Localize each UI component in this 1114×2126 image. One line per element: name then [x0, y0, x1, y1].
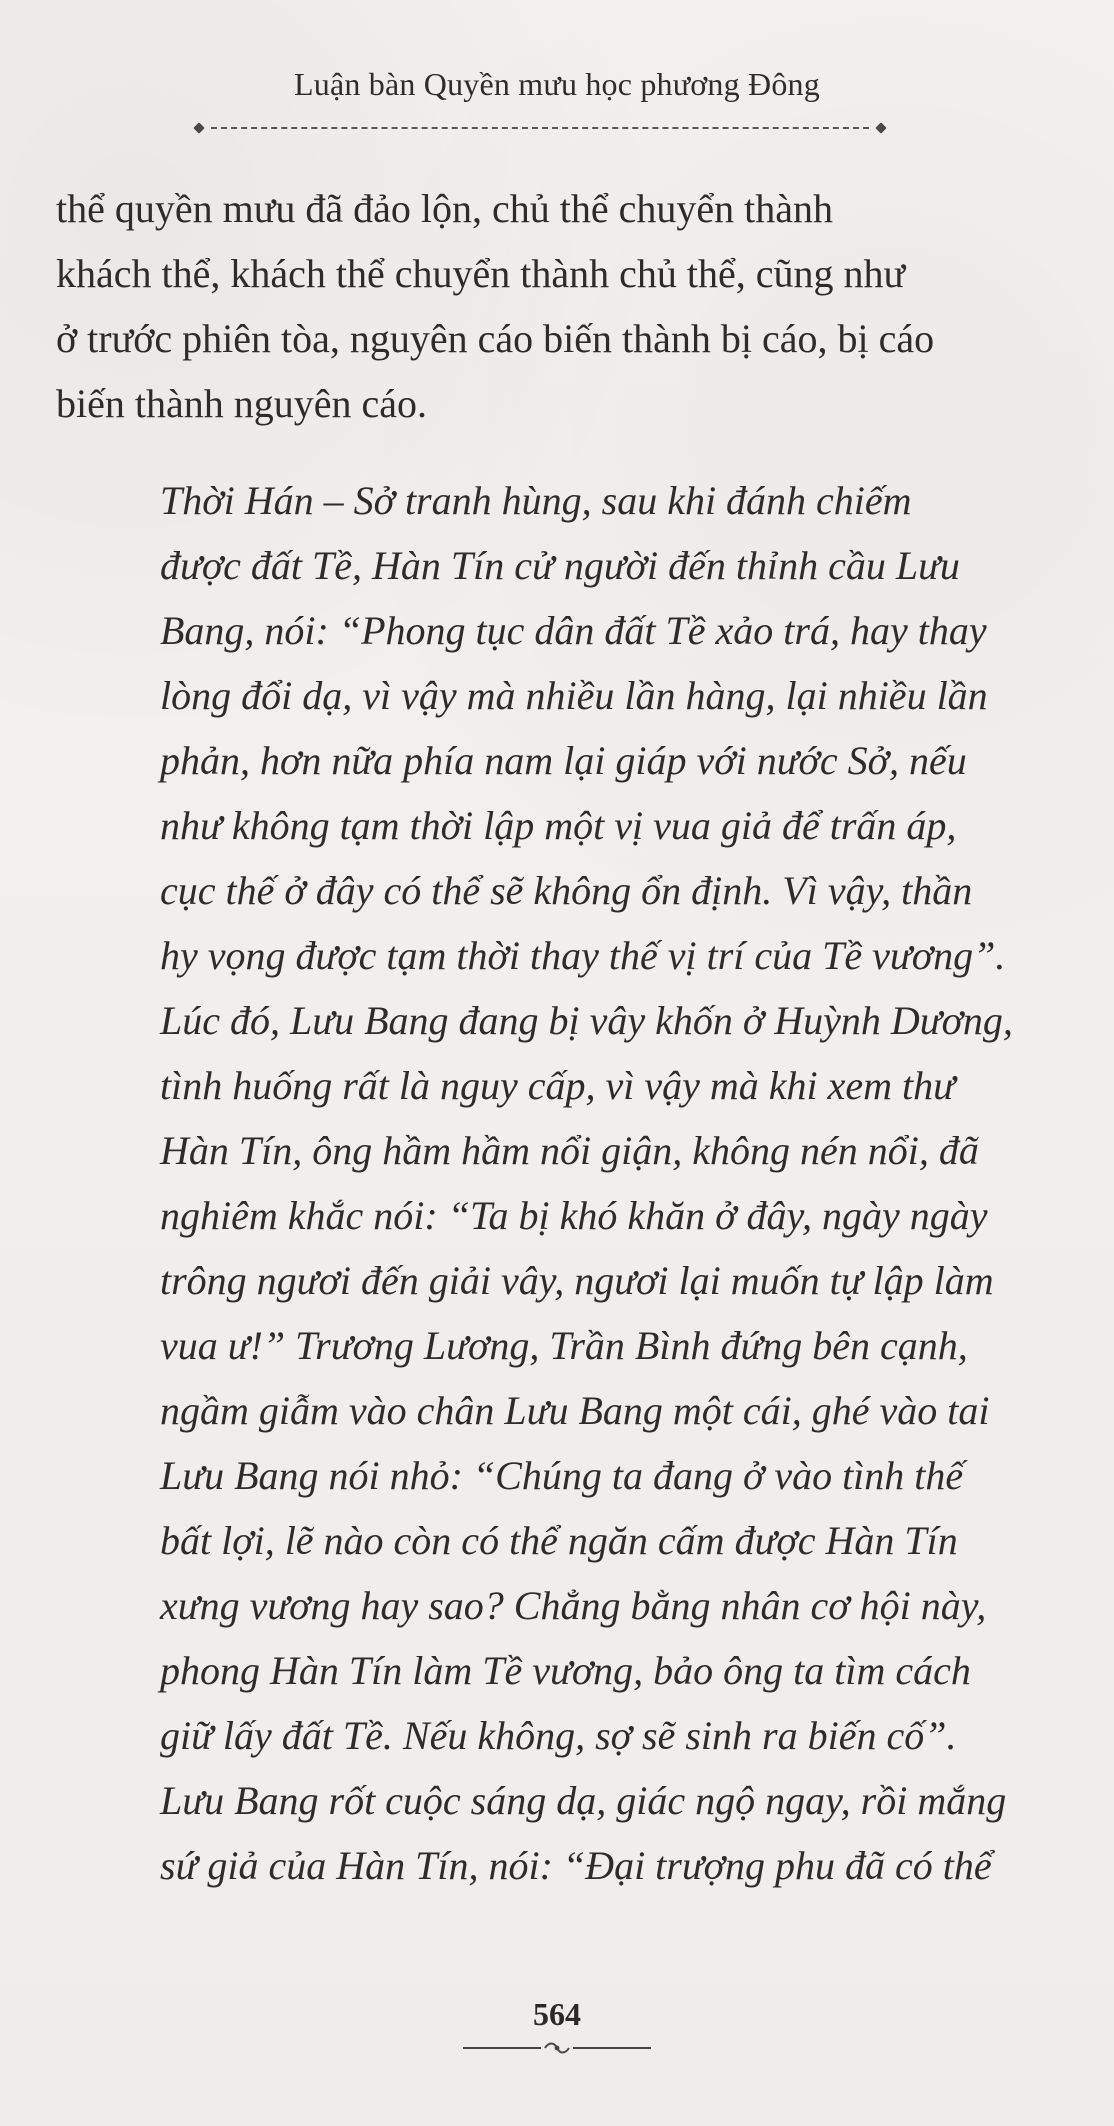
anecdote-line: được đất Tề, Hàn Tín cử người đến thỉnh cầu Lưu [160, 543, 960, 588]
body-line: khách thể, khách thể chuyển thành chủ thể, cũng như [56, 251, 906, 296]
divider-right-ornament [875, 122, 886, 133]
anecdote-line: Hàn Tín, ông hầm hầm nổi giận, không nén nổi, đã [160, 1128, 979, 1173]
footer-ornament [463, 2040, 651, 2056]
anecdote-line: Lưu Bang nói nhỏ: “Chúng ta đang ở vào tình thế [160, 1453, 964, 1498]
page-number: 564 [533, 1996, 581, 2032]
anecdote-line: Lúc đó, Lưu Bang đang bị vây khốn ở Huỳnh Dương, [160, 998, 1013, 1043]
anecdote-line: Thời Hán – Sở tranh hùng, sau khi đánh chiếm [160, 478, 912, 523]
anecdote-line: phản, hơn nữa phía nam lại giáp với nước Sở, nếu [160, 738, 967, 783]
anecdote-line: bất lợi, lẽ nào còn có thể ngăn cấm được Hàn Tín [160, 1518, 958, 1563]
anecdote-line: lòng đổi dạ, vì vậy mà nhiều lần hàng, lại nhiều lần [160, 673, 988, 718]
anecdote-line: tình huống rất là nguy cấp, vì vậy mà khi xem thư [160, 1063, 955, 1108]
anecdote-line: ngầm giẫm vào chân Lưu Bang một cái, ghé vào tai [160, 1388, 990, 1433]
italic-anecdote [160, 468, 1060, 1898]
body-line: thể quyền mưu đã đảo lộn, chủ thể chuyển thành [56, 186, 834, 231]
anecdote-line: sứ giả của Hàn Tín, nói: “Đại trượng phu đã có thể [160, 1843, 992, 1888]
divider-left-ornament [193, 122, 204, 133]
anecdote-line: vua ư!” Trương Lương, Trần Bình đứng bên cạnh, [160, 1323, 968, 1368]
anecdote-line: hy vọng được tạm thời thay thế vị trí của Tề vương”. [160, 933, 1006, 978]
anecdote-line: như không tạm thời lập một vị vua giả để trấn áp, [160, 803, 957, 848]
body-paragraph [56, 176, 1056, 436]
anecdote-line: trông ngươi đến giải vây, ngươi lại muốn tự lập làm [160, 1258, 994, 1303]
body-line: biến thành nguyên cáo. [56, 381, 427, 426]
anecdote-line: Lưu Bang rốt cuộc sáng dạ, giác ngộ ngay, rồi mắng [160, 1778, 1007, 1823]
anecdote-line: nghiêm khắc nói: “Ta bị khó khăn ở đây, ngày ngày [160, 1193, 988, 1238]
header-divider [195, 124, 885, 132]
running-header-title: Luận bàn Quyền mưu học phương Đông [294, 66, 820, 102]
anecdote-line: phong Hàn Tín làm Tề vương, bảo ông ta tìm cách [160, 1648, 971, 1693]
anecdote-line: Bang, nói: “Phong tục dân đất Tề xảo trá, hay thay [160, 608, 987, 653]
anecdote-line: giữ lấy đất Tề. Nếu không, sợ sẽ sinh ra biến cố”. [160, 1713, 957, 1758]
anecdote-line: xưng vương hay sao? Chẳng bằng nhân cơ hội này, [160, 1583, 987, 1628]
body-line: ở trước phiên tòa, nguyên cáo biến thành bị cáo, bị cáo [56, 316, 935, 361]
anecdote-line: cục thế ở đây có thể sẽ không ổn định. Vì vậy, thần [160, 868, 973, 913]
divider-dashed-line [211, 127, 869, 129]
